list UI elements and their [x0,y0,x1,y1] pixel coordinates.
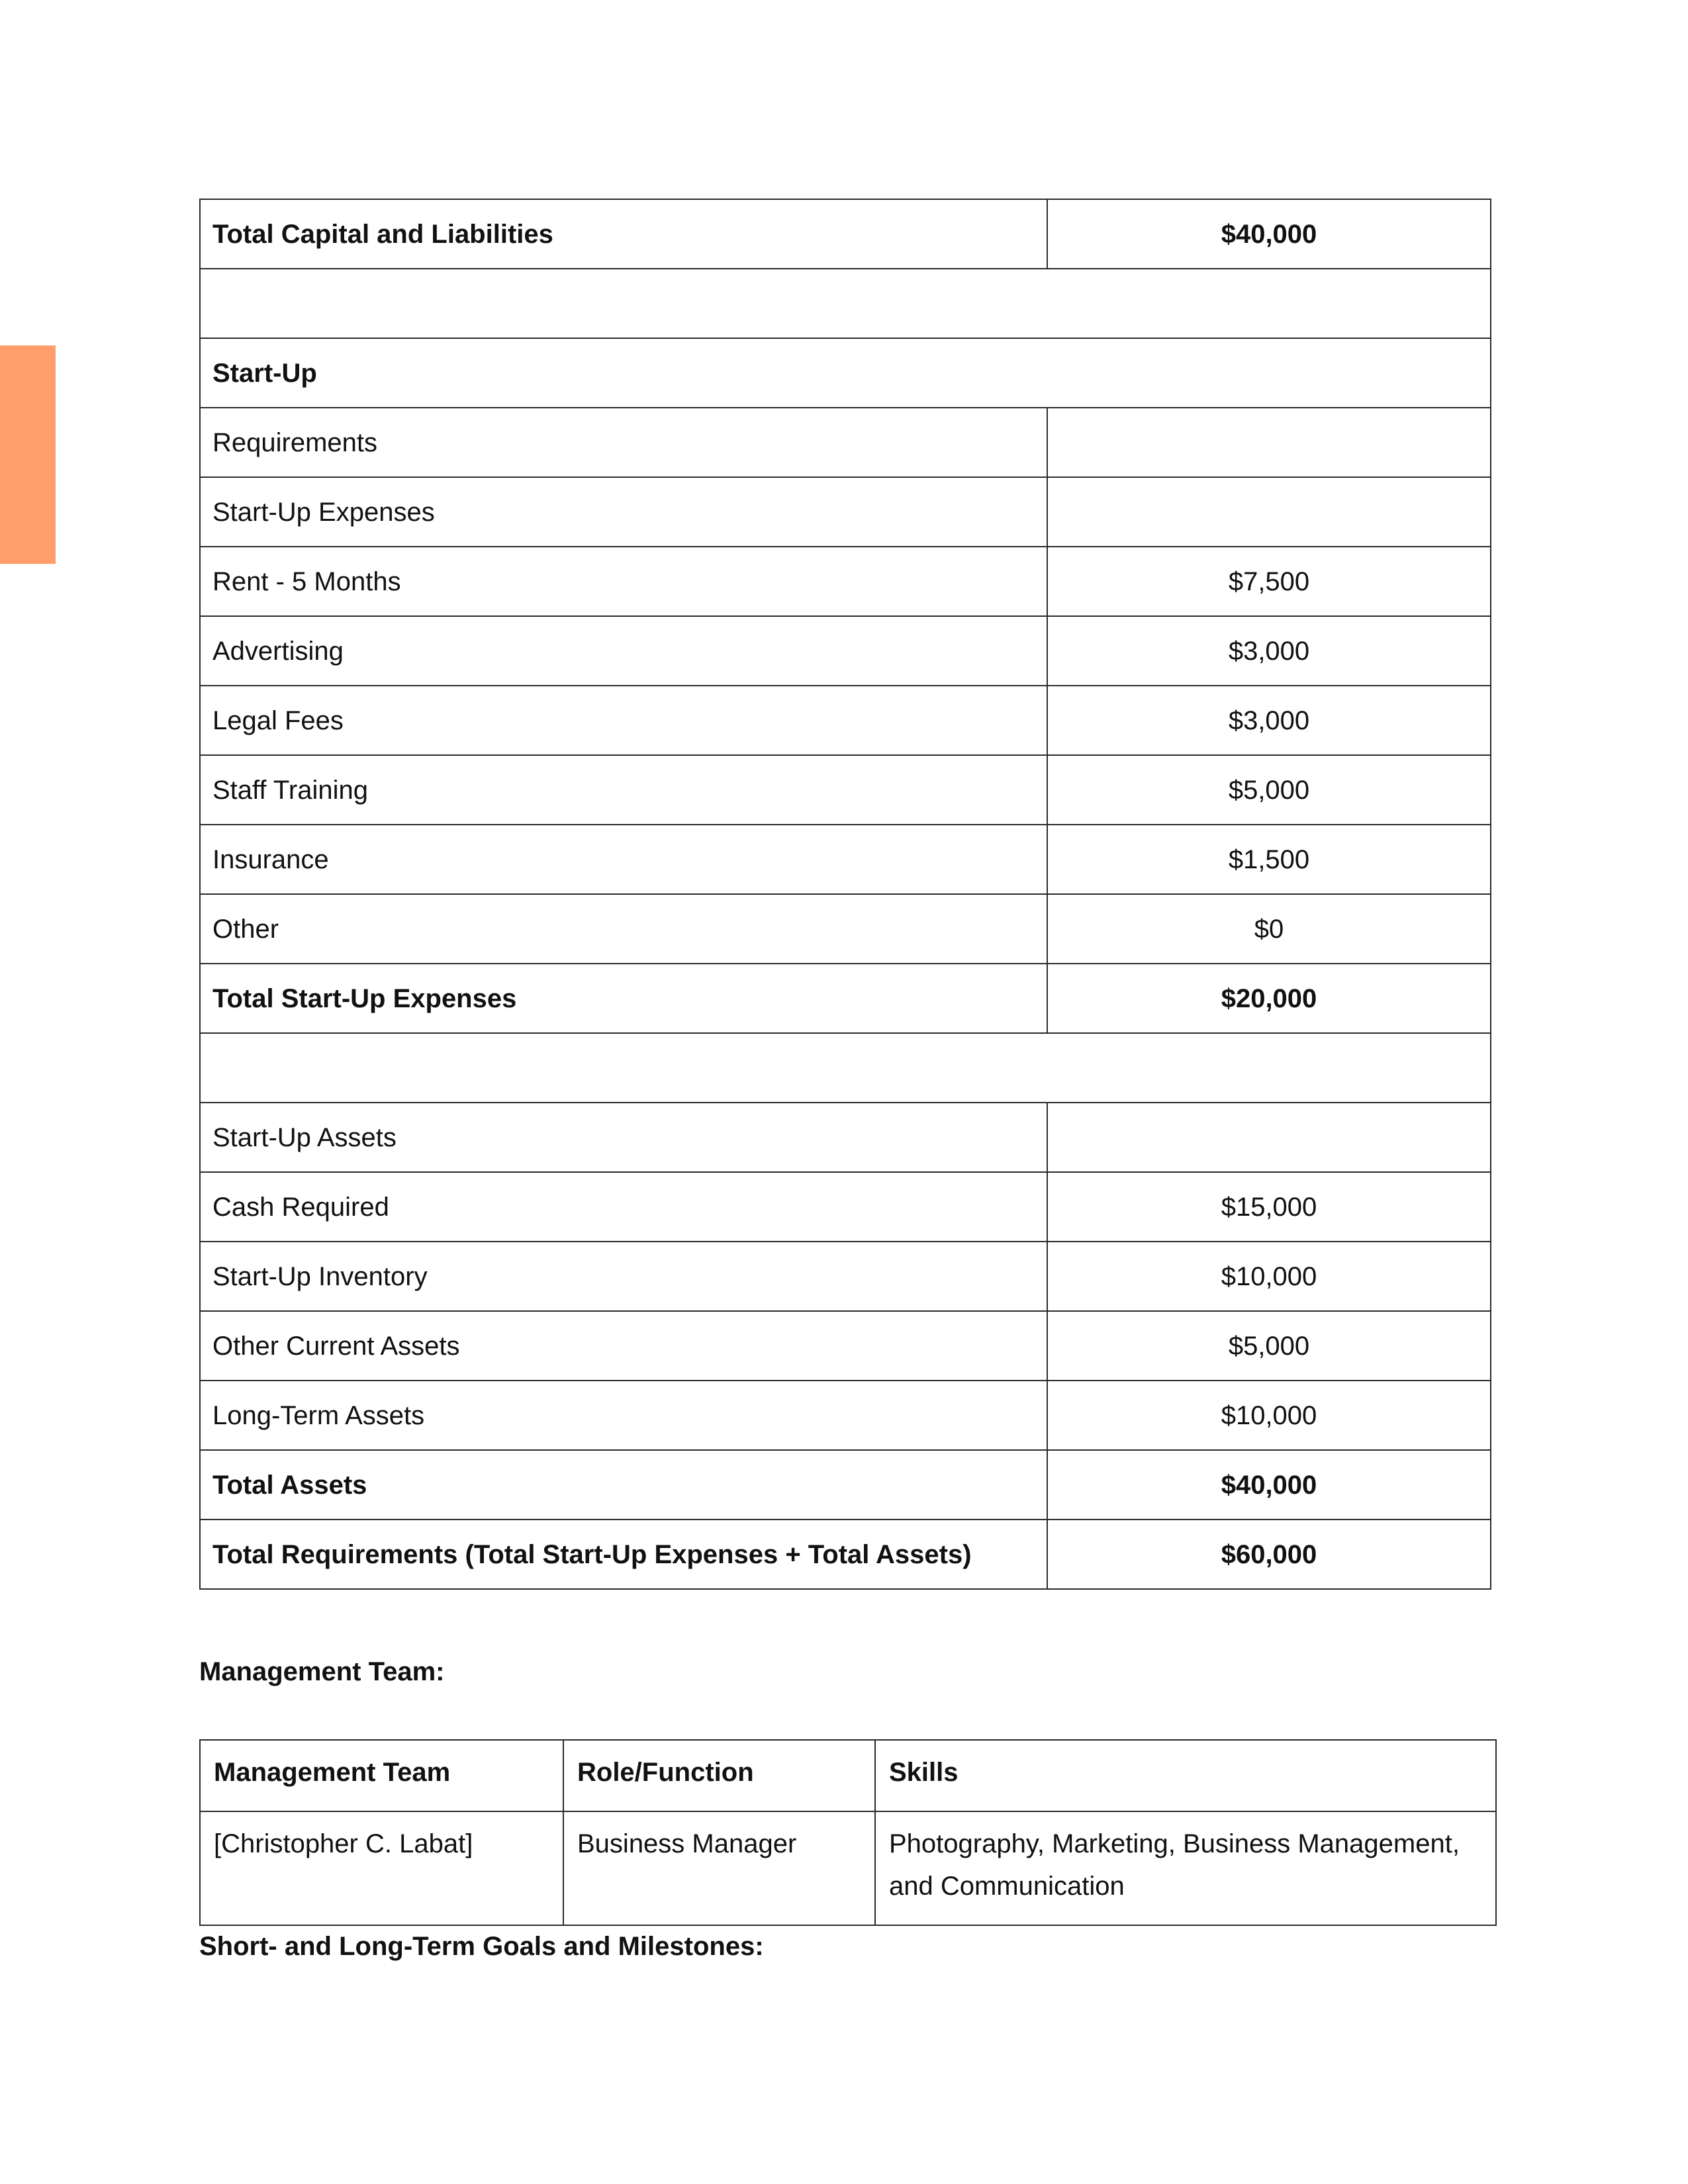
table-row [200,894,1491,964]
row-label-cell: Staff Training [200,755,1047,825]
row-label-cell: Total Assets [200,1450,1047,1520]
row-label-cell: Advertising [200,616,1047,686]
row-amount-cell: $20,000 [1047,964,1491,1033]
table-row [200,1381,1491,1450]
table-row [200,616,1491,686]
row-amount-cell: $40,000 [1047,1450,1491,1520]
table-row [200,547,1491,616]
row-label-cell: Start-Up Inventory [200,1242,1047,1311]
table-row [200,1450,1491,1520]
table-row [200,1172,1491,1242]
header-role-function: Role/Function [563,1740,875,1811]
row-amount-cell: $5,000 [1047,1311,1491,1381]
row-label-cell: Other [200,894,1047,964]
table-row [200,686,1491,755]
table-row [200,1811,1496,1925]
row-amount-cell: $0 [1047,894,1491,964]
startup-table-body [200,199,1491,1589]
row-amount-cell [1047,408,1491,477]
row-amount-cell: $3,000 [1047,686,1491,755]
table-row [200,1033,1491,1103]
row-amount-cell: $5,000 [1047,755,1491,825]
table-header-row [200,1740,1496,1811]
startup-requirements-table [199,199,1491,1590]
table-row [200,408,1491,477]
row-amount-cell: $1,500 [1047,825,1491,894]
row-label-cell: Total Capital and Liabilities [200,199,1047,269]
row-amount-cell: $10,000 [1047,1242,1491,1311]
table-row [200,338,1491,408]
table-row [200,1520,1491,1589]
table-row [200,964,1491,1033]
row-label-cell [200,269,1491,338]
row-label-cell: Total Requirements (Total Start-Up Expenses + Total Assets) [200,1520,1047,1589]
table-row [200,755,1491,825]
table-row [200,1242,1491,1311]
row-label-cell: Total Start-Up Expenses [200,964,1047,1033]
member-name-cell: [Christopher C. Labat] [200,1811,563,1925]
side-tab-accent [0,345,56,564]
table-row [200,1103,1491,1172]
table-row [200,269,1491,338]
row-label-cell: Cash Required [200,1172,1047,1242]
table-row [200,477,1491,547]
row-amount-cell: $7,500 [1047,547,1491,616]
row-amount-cell [1047,1103,1491,1172]
row-label-cell [200,1033,1491,1103]
row-amount-cell: $3,000 [1047,616,1491,686]
row-label-cell: Other Current Assets [200,1311,1047,1381]
header-management-team: Management Team [200,1740,563,1811]
header-skills: Skills [875,1740,1496,1811]
row-label-cell: Insurance [200,825,1047,894]
row-amount-cell [1047,477,1491,547]
goals-milestones-heading: Short- and Long-Term Goals and Milestones: [199,1932,764,1961]
member-role-cell: Business Manager [563,1811,875,1925]
table-row [200,1311,1491,1381]
row-label-cell: Requirements [200,408,1047,477]
row-label-cell: Start-Up [200,338,1491,408]
row-amount-cell: $10,000 [1047,1381,1491,1450]
row-amount-cell: $60,000 [1047,1520,1491,1589]
management-team-table [199,1739,1497,1926]
row-label-cell: Start-Up Expenses [200,477,1047,547]
row-label-cell: Long-Term Assets [200,1381,1047,1450]
row-label-cell: Rent - 5 Months [200,547,1047,616]
row-label-cell: Legal Fees [200,686,1047,755]
row-amount-cell: $40,000 [1047,199,1491,269]
table-row [200,199,1491,269]
row-label-cell: Start-Up Assets [200,1103,1047,1172]
row-amount-cell: $15,000 [1047,1172,1491,1242]
member-skills-cell: Photography, Marketing, Business Management, and Communication [875,1811,1496,1925]
management-team-heading: Management Team: [199,1657,445,1686]
table-row [200,825,1491,894]
